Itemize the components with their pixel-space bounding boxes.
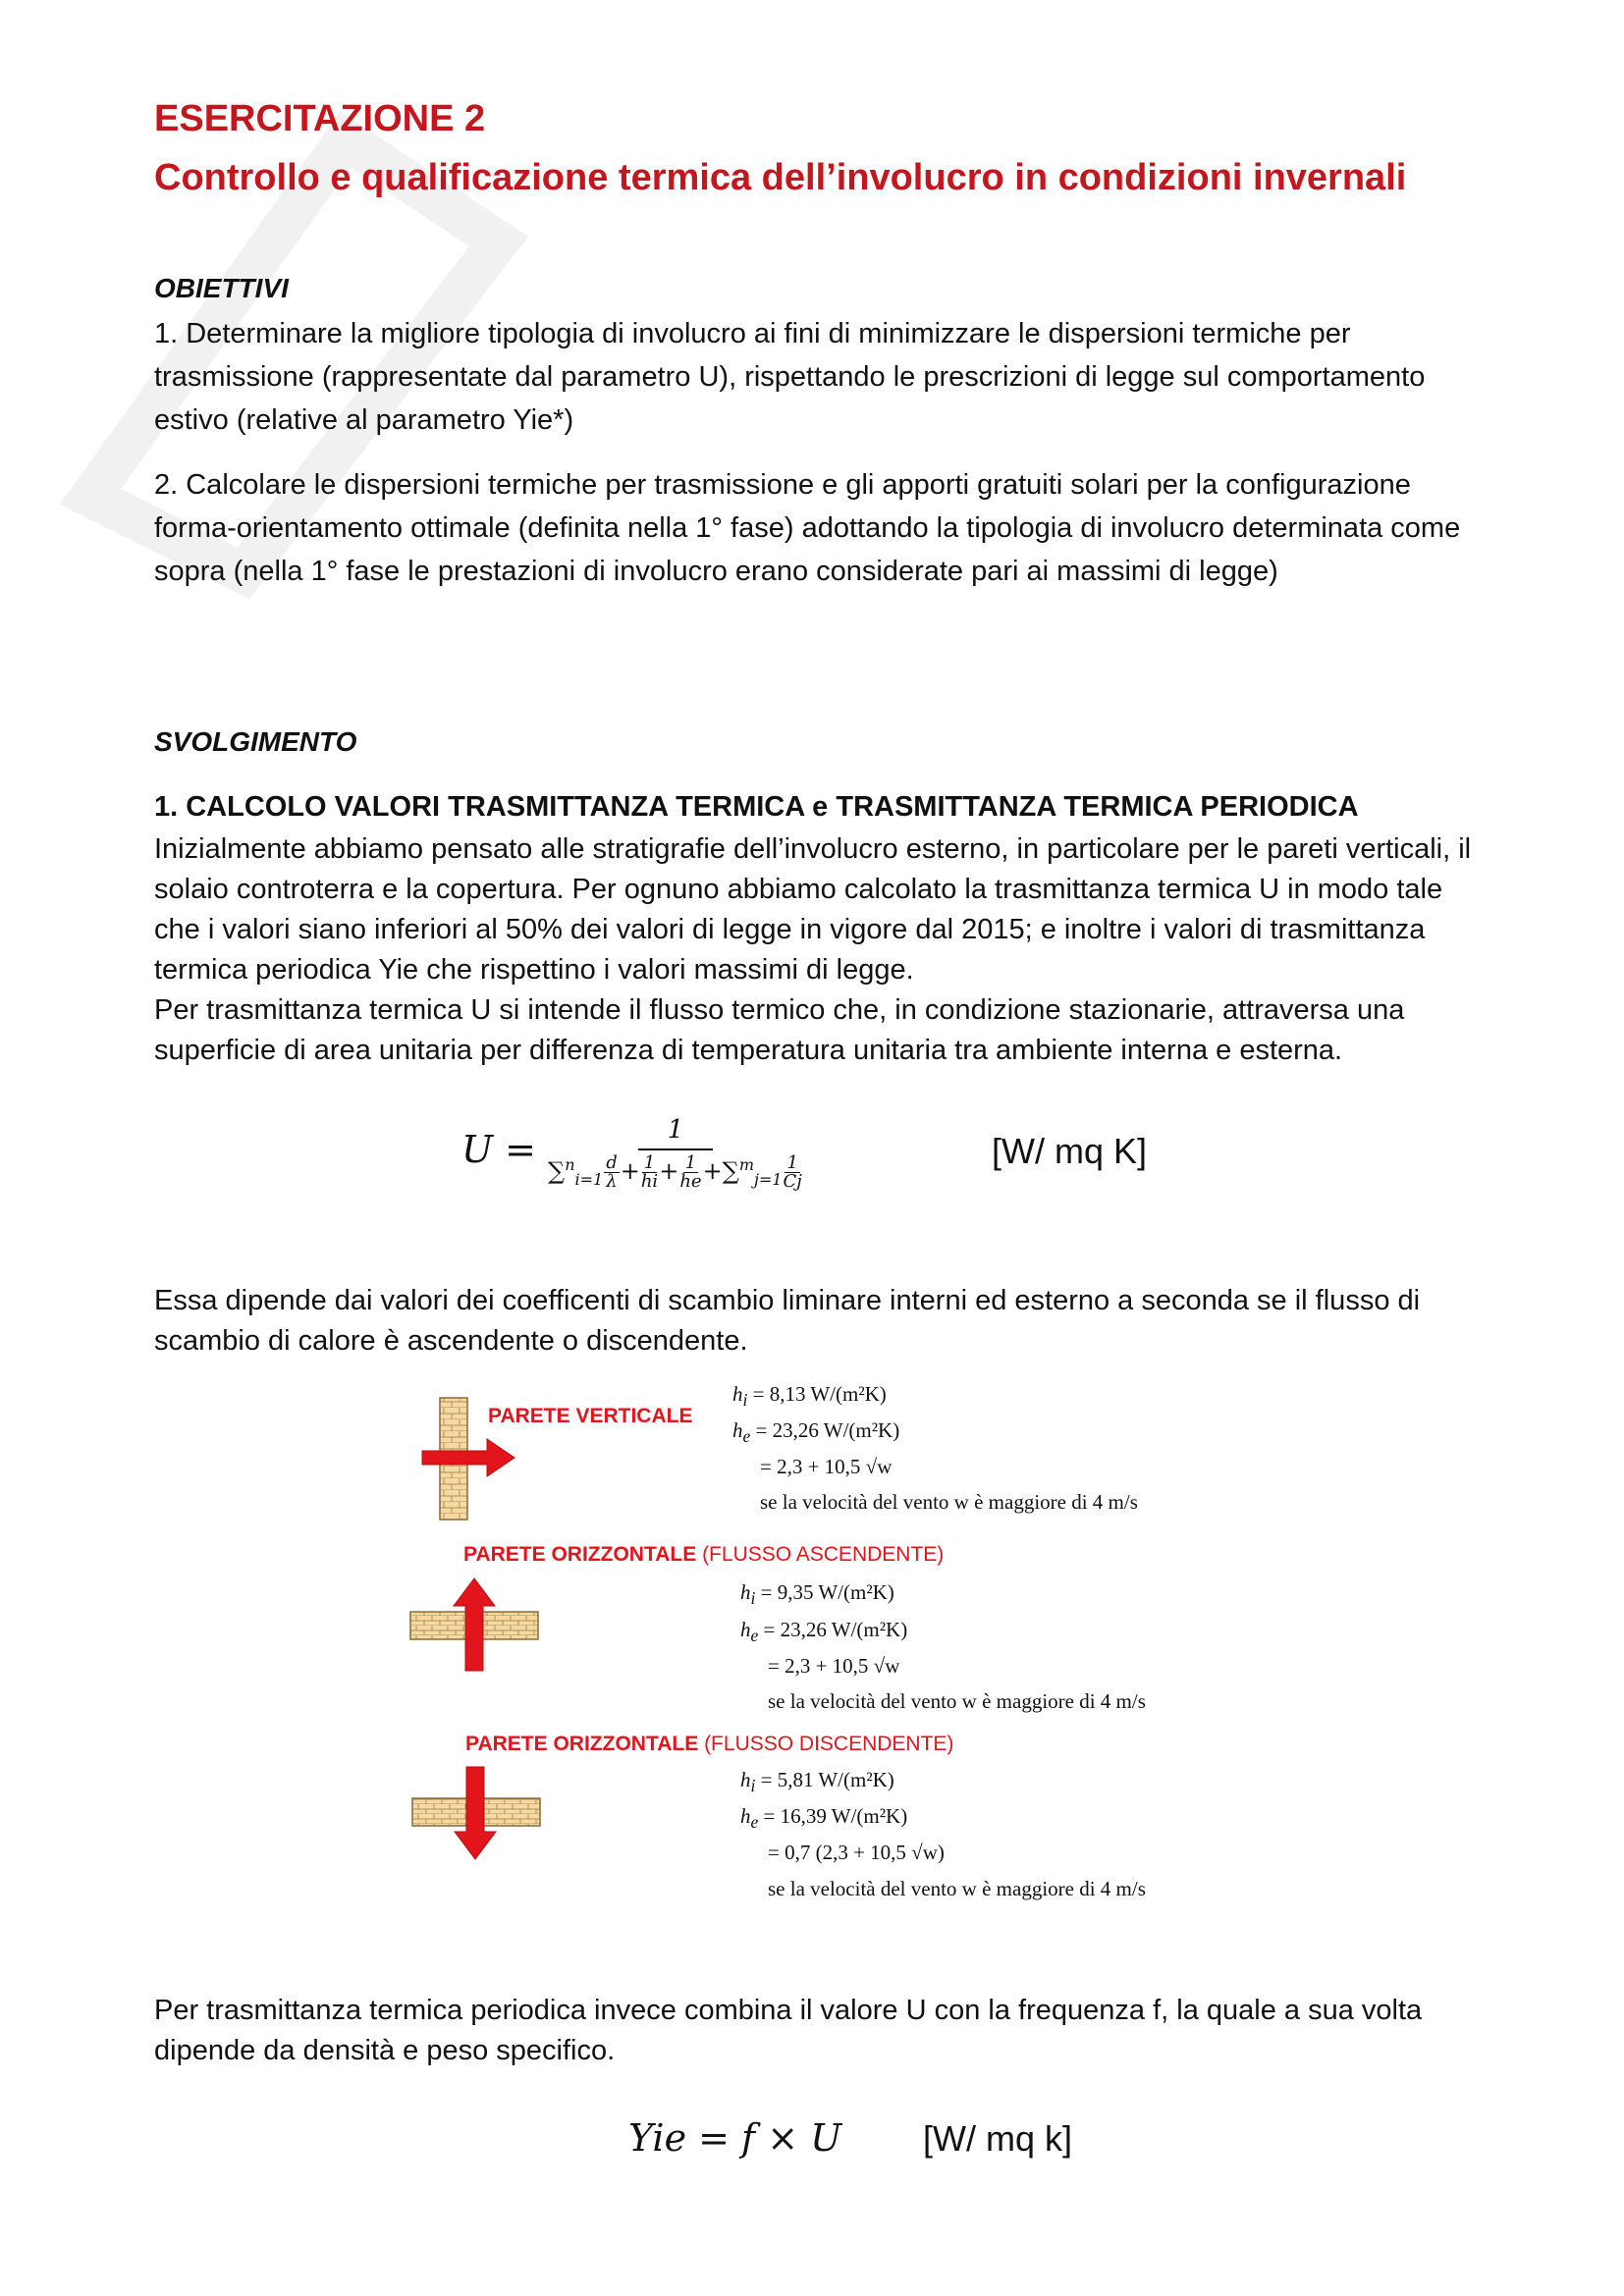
objectives-heading: OBIETTIVI bbox=[154, 273, 289, 303]
formula-yie: Yie = f × U bbox=[628, 2116, 842, 2160]
paragraph-stratigraphy: Inizialmente abbiamo pensato alle stratigrafie dell’involucro esterno, in particolare per le pareti verticali, il solaio controterra e la copertura. Per ognuno abbiamo calcolato la trasmittanza termica U in modo tale che i valori siano inferiori al 50% dei valori di legge in vigore dal 2015; e inoltre i valori di trasmittanza termica periodica Yie che rispettino i valori massimi di legge. bbox=[154, 833, 1472, 986]
vertical-he: $h_e = 23,26$ W/(m²K) bbox=[732, 1418, 900, 1447]
ascending-eq: = 2,3 + 10,5 √w bbox=[768, 1654, 900, 1678]
descending-eq: = 0,7 (2,3 + 10,5 √w) bbox=[768, 1841, 945, 1864]
paragraph-coefficients: Essa dipende dai valori dei coefficenti di scambio liminare interni ed esterno a seconda se il flusso di scambio di calore è ascendente o discendente. bbox=[154, 1285, 1421, 1357]
paragraph-periodic-transmittance: Per trasmittanza termica periodica invece combina il valore U con la frequenza f, la quale a sua volta dipende da densità e peso specifico. bbox=[154, 1995, 1423, 2066]
formula-u-numerator: 1 bbox=[638, 1115, 714, 1150]
descending-note: se la velocità del vento w è maggiore di 4 m/s bbox=[768, 1877, 1146, 1900]
descending-flow-diagram bbox=[410, 1765, 542, 1863]
development-heading: SVOLGIMENTO bbox=[154, 726, 357, 757]
section-subheading: 1. CALCOLO VALORI TRASMITTANZA TERMICA e TRASMITTANZA TERMICA PERIODICA bbox=[154, 791, 1359, 823]
ascending-he: $h_e = 23,26$ W/(m²K) bbox=[740, 1618, 908, 1646]
vertical-hi: $h_i = 8,13$ W/(m²K) bbox=[732, 1382, 887, 1411]
formula-yie-unit: [W/ mq k] bbox=[923, 2118, 1072, 2159]
formula-u-lhs: U = bbox=[461, 1128, 536, 1171]
descending-he: $h_e = 16,39$ W/(m²K) bbox=[740, 1804, 908, 1833]
label-parete-orizzontale-discendente: PARETE ORIZZONTALE (FLUSSO DISCENDENTE) bbox=[465, 1733, 954, 1755]
paragraph-u-definition: Per trasmittanza termica U si intende il flusso termico che, in condizione stazionarie, attraversa una superficie di area unitaria per differenza di temperatura unitaria tra ambiente interna e esterna. bbox=[154, 994, 1405, 1066]
document-title: ESERCITAZIONE 2 bbox=[154, 98, 486, 139]
label-parete-orizzontale-ascendente: PARETE ORIZZONTALE (FLUSSO ASCENDENTE) bbox=[463, 1543, 945, 1566]
objective-item-1: 1. Determinare la migliore tipologia di involucro ai fini di minimizzare le dispersioni termiche per trasmissione (rappresentate dal parametro U), rispettando le prescrizioni di legge sul comportamento estivo (relative al parametro Yie*) bbox=[154, 318, 1426, 436]
objective-item-2: 2. Calcolare le dispersioni termiche per trasmissione e gli apporti gratuiti solari per la configurazione forma-orientamento ottimale (definita nella 1° fase) adottando la tipologia di involucro determinata come sopra (nella 1° fase le prestazioni di involucro erano considerate pari ai massimi di legge) bbox=[154, 469, 1461, 587]
document-subtitle: Controllo e qualificazione termica dell’involucro in condizioni invernali bbox=[154, 157, 1407, 198]
descending-hi: $h_i = 5,81$ W/(m²K) bbox=[740, 1768, 894, 1796]
vertical-note: se la velocità del vento w è maggiore di 4 m/s bbox=[760, 1490, 1138, 1514]
formula-u-unit: [W/ mq K] bbox=[992, 1131, 1148, 1171]
ascending-note: se la velocità del vento w è maggiore di 4 m/s bbox=[768, 1689, 1146, 1713]
ascending-hi: $h_i = 9,35$ W/(m²K) bbox=[740, 1580, 894, 1609]
formula-u-denominator: ∑$^n_{i=1}$ $\frac{d}{\lambda}$ + $\frac{1}{hi}$ + $\frac{1}{he}$ +∑$^m_{j=1}$ $\frac{1}{Cj}$ bbox=[548, 1152, 802, 1192]
label-parete-verticale: PARETE VERTICALE bbox=[488, 1405, 693, 1427]
vertical-eq: = 2,3 + 10,5 √w bbox=[760, 1455, 893, 1478]
ascending-flow-diagram bbox=[408, 1576, 540, 1673]
